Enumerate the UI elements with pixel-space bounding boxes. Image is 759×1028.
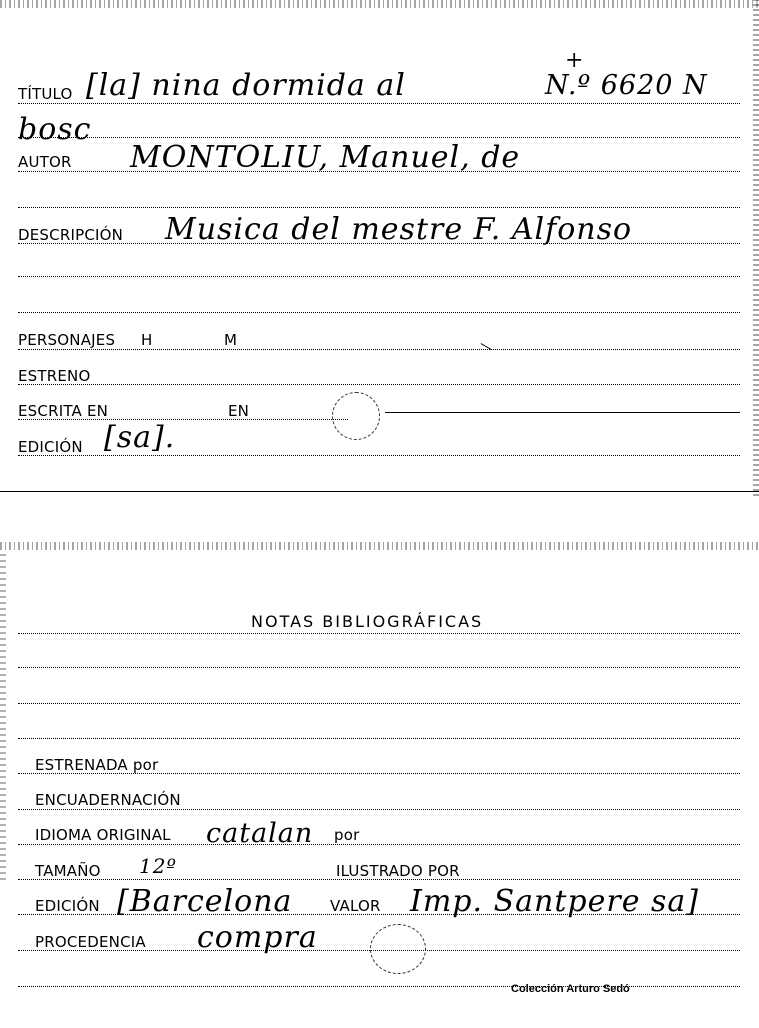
edicion-label: EDICIÓN: [35, 897, 100, 915]
procedencia-handwritten: compra: [197, 920, 318, 955]
ruled-line: [18, 103, 740, 104]
ruled-line: [18, 384, 740, 385]
tamano-label: TAMAÑO: [35, 862, 101, 880]
card-top-edge: [0, 0, 759, 8]
ruled-line: [18, 312, 740, 313]
catalog-card-back: [0, 540, 759, 1028]
dagger-mark: +: [565, 48, 585, 73]
ilustrado-por-label: ILUSTRADO POR: [336, 862, 460, 880]
idioma-original-label: IDIOMA ORIGINAL: [35, 826, 171, 844]
card-top-edge: [0, 542, 759, 550]
idioma-por-label: por: [334, 826, 360, 844]
catalog-number-handwritten: N.º 6620 N: [545, 70, 708, 101]
valor-handwritten: Imp. Santpere sa]: [410, 884, 699, 919]
card-right-edge: [753, 0, 759, 496]
card-left-edge: [0, 550, 6, 880]
ruled-line: [18, 667, 740, 668]
ruled-line: [18, 703, 740, 704]
idioma-handwritten: catalan: [206, 818, 314, 849]
card-bottom-edge: [0, 491, 759, 492]
ruled-line: [18, 809, 740, 810]
ruled-line: [18, 276, 740, 277]
ruled-line: [18, 349, 740, 350]
edicion-handwritten: [Barcelona: [117, 884, 293, 919]
personajes-label: PERSONAJES: [18, 331, 116, 349]
ruled-line: [18, 137, 740, 138]
stain-mark: [370, 924, 426, 974]
escrita-en-label: ESCRITA EN: [18, 402, 109, 420]
ruled-line: [385, 412, 740, 413]
descripcion-handwritten: Musica del mestre F. Alfonso: [165, 212, 633, 247]
catalog-card-front: [0, 0, 759, 496]
valor-label: VALOR: [330, 897, 381, 915]
ruled-line: [18, 986, 740, 987]
edicion-handwritten: [sa].: [104, 420, 176, 455]
notas-bibliograficas-title: NOTAS BIBLIOGRÁFICAS: [251, 612, 484, 631]
ruled-line: [18, 207, 740, 208]
ruled-line: [18, 844, 740, 845]
personajes-h-label: H: [141, 331, 153, 349]
stain-mark: [332, 392, 380, 440]
encuadernacion-label: ENCUADERNACIÓN: [35, 791, 181, 809]
collection-credit: Colección Arturo Sedó: [511, 983, 630, 995]
ruled-line: [18, 455, 740, 456]
descripcion-label: DESCRIPCIÓN: [18, 226, 124, 244]
estreno-label: ESTRENO: [18, 367, 91, 385]
edicion-label: EDICIÓN: [18, 438, 83, 456]
titulo-continuation-handwritten: bosc: [18, 112, 92, 147]
autor-handwritten: MONTOLIU, Manuel, de: [130, 140, 521, 175]
titulo-label: TÍTULO: [18, 85, 73, 103]
procedencia-label: PROCEDENCIA: [35, 933, 146, 951]
titulo-handwritten: [la] nina dormida al: [86, 68, 406, 103]
autor-label: AUTOR: [18, 153, 72, 171]
estrenada-label: ESTRENADA por: [35, 756, 159, 774]
tamano-handwritten: 12º: [139, 854, 177, 878]
personajes-m-label: M: [224, 331, 238, 349]
en-label: EN: [228, 402, 250, 420]
ruled-line: [18, 633, 740, 634]
ruled-line: [18, 738, 740, 739]
